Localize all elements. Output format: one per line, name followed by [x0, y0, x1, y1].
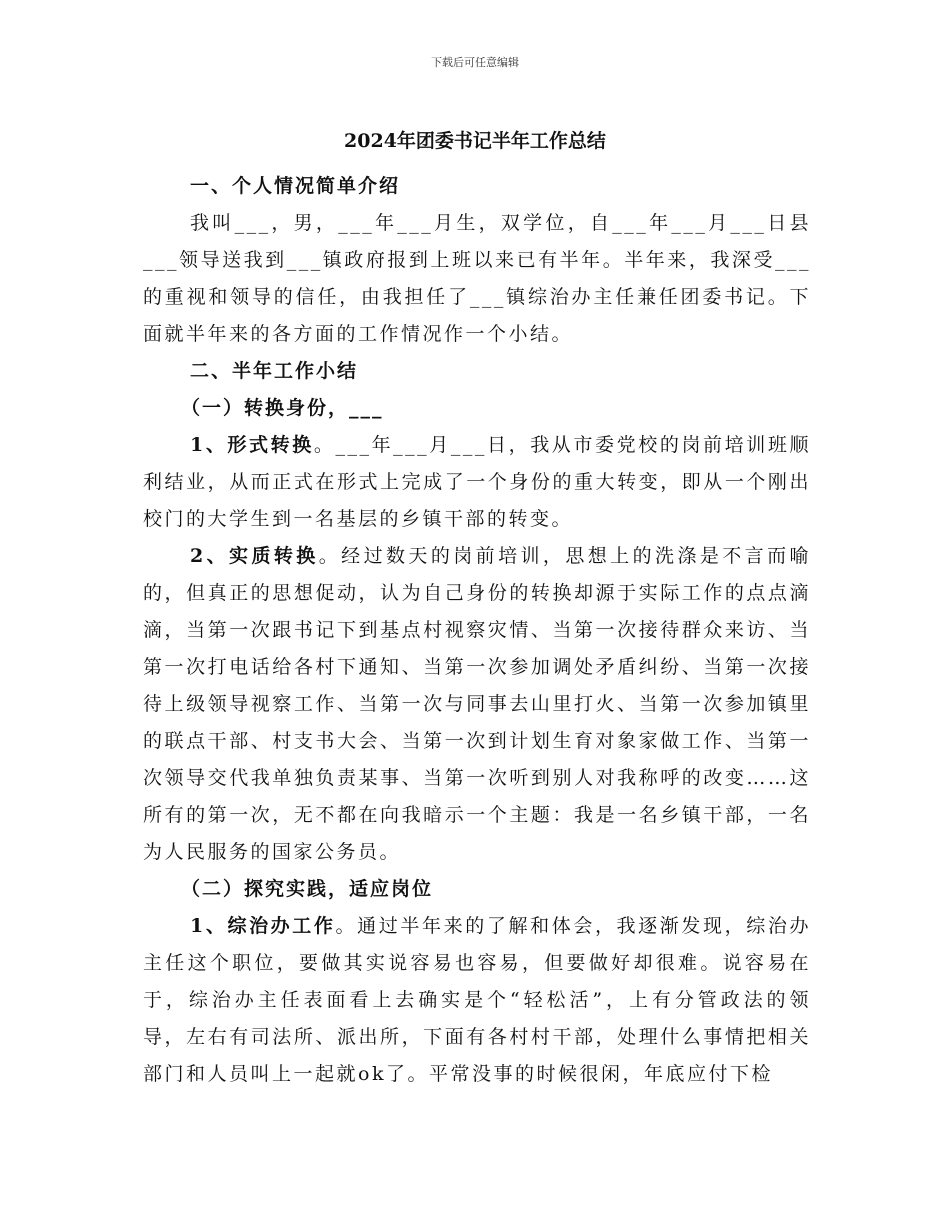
paragraph-office-work: [143, 908, 811, 1093]
section-heading-2: 二、半年工作小结: [190, 360, 359, 382]
paragraph-lead: 2、实质转换: [190, 545, 319, 567]
paragraph-substantive-change: [143, 538, 811, 871]
paragraph-personal-intro: 我叫___，男，___年___月生，双学位，自___年___月___日县___领导送我到___镇政府报到上班以来已有半年。半年来，我深受___的重视和领导的信任，由我担任了___镇综治办主任兼任团委书记。下面就半年来的各方面的工作情况作一个小结。: [143, 212, 811, 345]
paragraph-formal-change: [143, 427, 811, 538]
paragraph-body: 。___年___月___日，我从市委党校的岗前培训班顺利结业，从而正式在形式上完成了一个身份的重大转变，即从一个刚出校门的大学生到一名基层的乡镇干部的转变。: [143, 434, 811, 530]
paragraph-lead: 1、综治办工作: [190, 915, 336, 937]
paragraph-body: 。通过半年来的了解和体会，我逐渐发现，综治办主任这个职位，要做其实说容易也容易，但要做好却很难。说容易在于，综治办主任表面看上去确实是个“轻松活”，上有分管政法的领导，左右有司法所、派出所，下面有各村村干部，处理什么事情把相关部门和人员叫上一起就ok了。平常没事的时候很闲，年底应付下检: [143, 915, 811, 1085]
document-body: [143, 168, 811, 1093]
subheading-identity-change: （一）转换身份，___: [181, 397, 384, 419]
paragraph-body: 。经过数天的岗前培训，思想上的洗涤是不言而喻的，但真正的思想促动，认为自己身份的转换却源于实际工作的点点滴滴，当第一次跟书记下到基点村视察灾情、当第一次接待群众来访、当第一次打电话给各村下通知、当第一次参加调处矛盾纠纷、当第一次接待上级领导视察工作、当第一次与同事去山里打火、当第一次参加镇里的联点干部、村支书大会、当第一次到计划生育对象家做工作、当第一次领导交代我单独负责某事、当第一次听到别人对我称呼的改变……这所有的第一次，无不都在向我暗示一个主题：我是一名乡镇干部，一名为人民服务的国家公务员。: [143, 545, 811, 863]
header-note: 下载后可任意编辑: [431, 56, 519, 69]
paragraph-lead: 1、形式转换: [190, 434, 314, 456]
document-title: 2024年团委书记半年工作总结: [344, 130, 606, 152]
section-heading-1: 一、个人情况简单介绍: [190, 175, 401, 197]
subheading-practice: （二）探究实践，适应岗位: [181, 878, 434, 900]
